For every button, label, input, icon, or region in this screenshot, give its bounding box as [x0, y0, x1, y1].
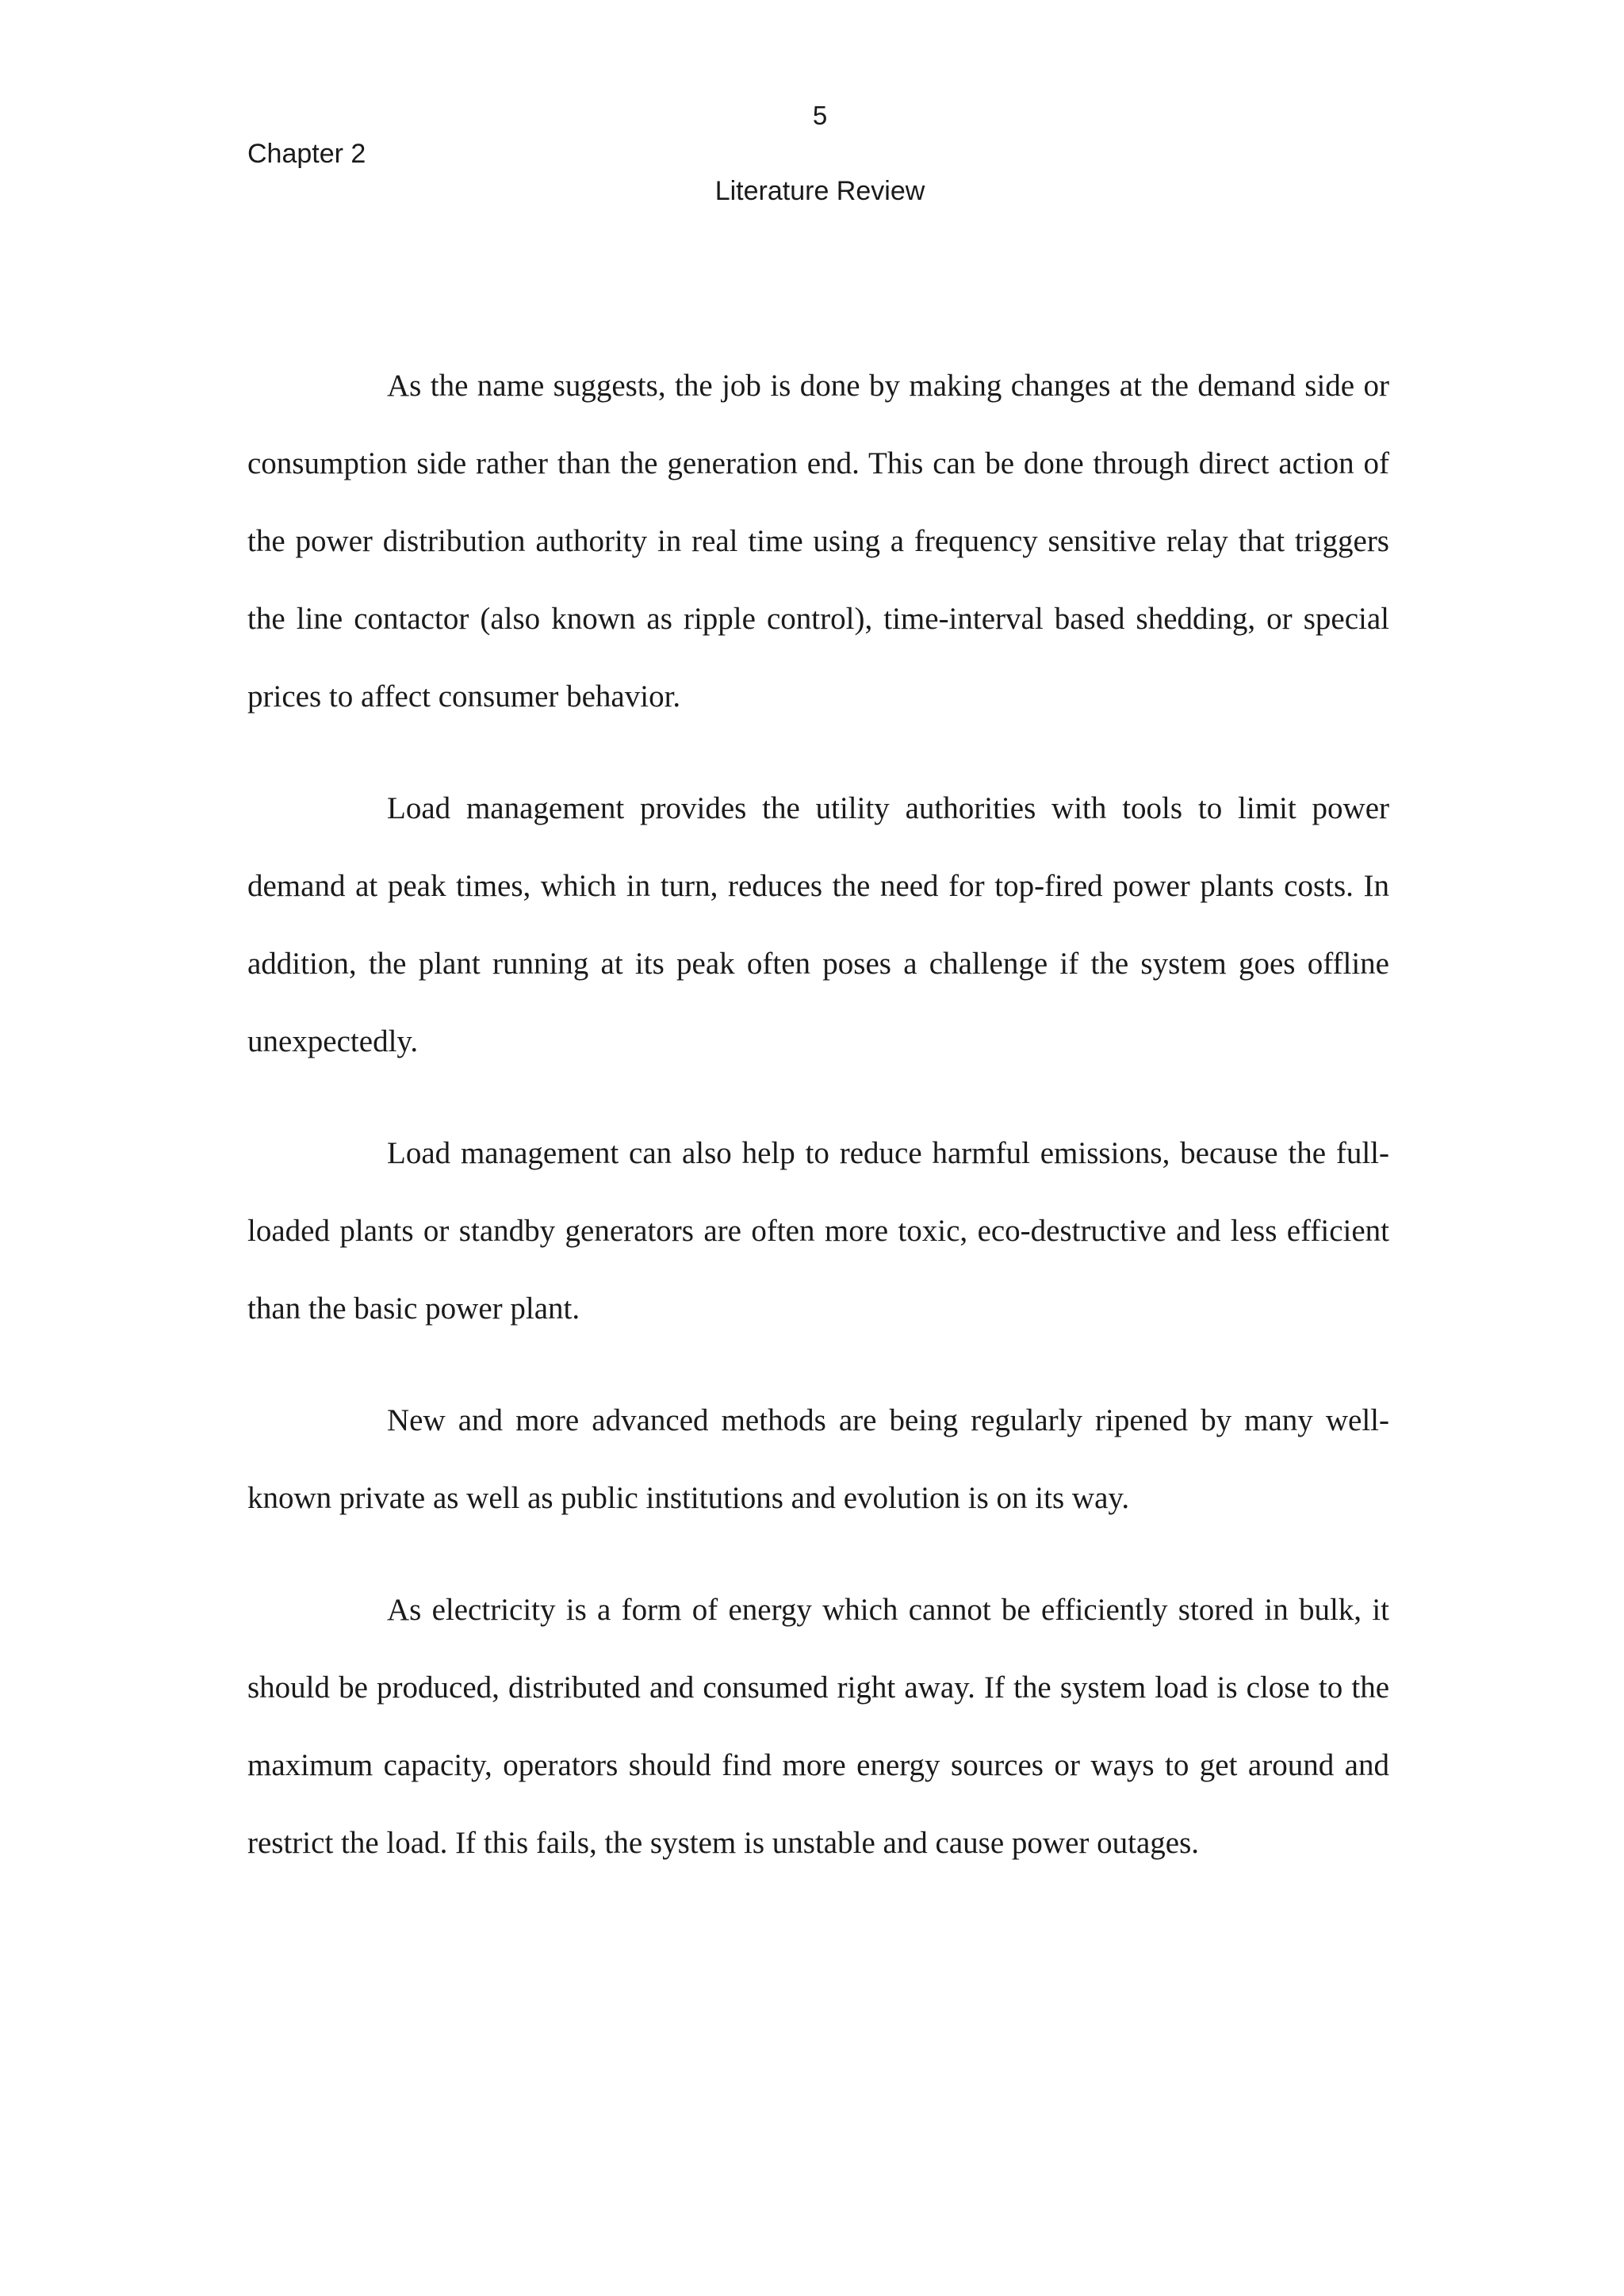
chapter-label: Chapter 2	[247, 139, 366, 169]
paragraph: Load management can also help to reduce harmful emissions, because the full-loaded plants or standby generators are often more toxic, eco-destructive and less efficient than the basic power plant.	[247, 1136, 1389, 1326]
page-number: 5	[812, 101, 828, 130]
paragraph: As electricity is a form of energy which cannot be efficiently stored in bulk, it should be produced, distributed and consumed right away. If the system load is close to the maximum capacity, operators should find more energy sources or ways to get around and restrict the load. If this fails, the system is unstable and cause power outages.	[247, 1593, 1389, 1860]
paragraph: New and more advanced methods are being regularly ripened by many well-known private as well as public institutions and evolution is on its way.	[247, 1403, 1389, 1515]
paragraph: As the name suggests, the job is done by making changes at the demand side or consumption side rather than the generation end. This can be done through direct action of the power distribution authority in real time using a frequency sensitive relay that triggers the line contactor (also known as ripple control), time-interval based shedding, or special prices to affect consumer behavior.	[247, 369, 1389, 714]
section-title: Literature Review	[714, 176, 925, 206]
body-text	[247, 347, 1389, 1882]
paragraph: Load management provides the utility authorities with tools to limit power demand at peak times, which in turn, reduces the need for top-fired power plants costs. In addition, the plant running at its peak often poses a challenge if the system goes offline unexpectedly.	[247, 791, 1389, 1058]
